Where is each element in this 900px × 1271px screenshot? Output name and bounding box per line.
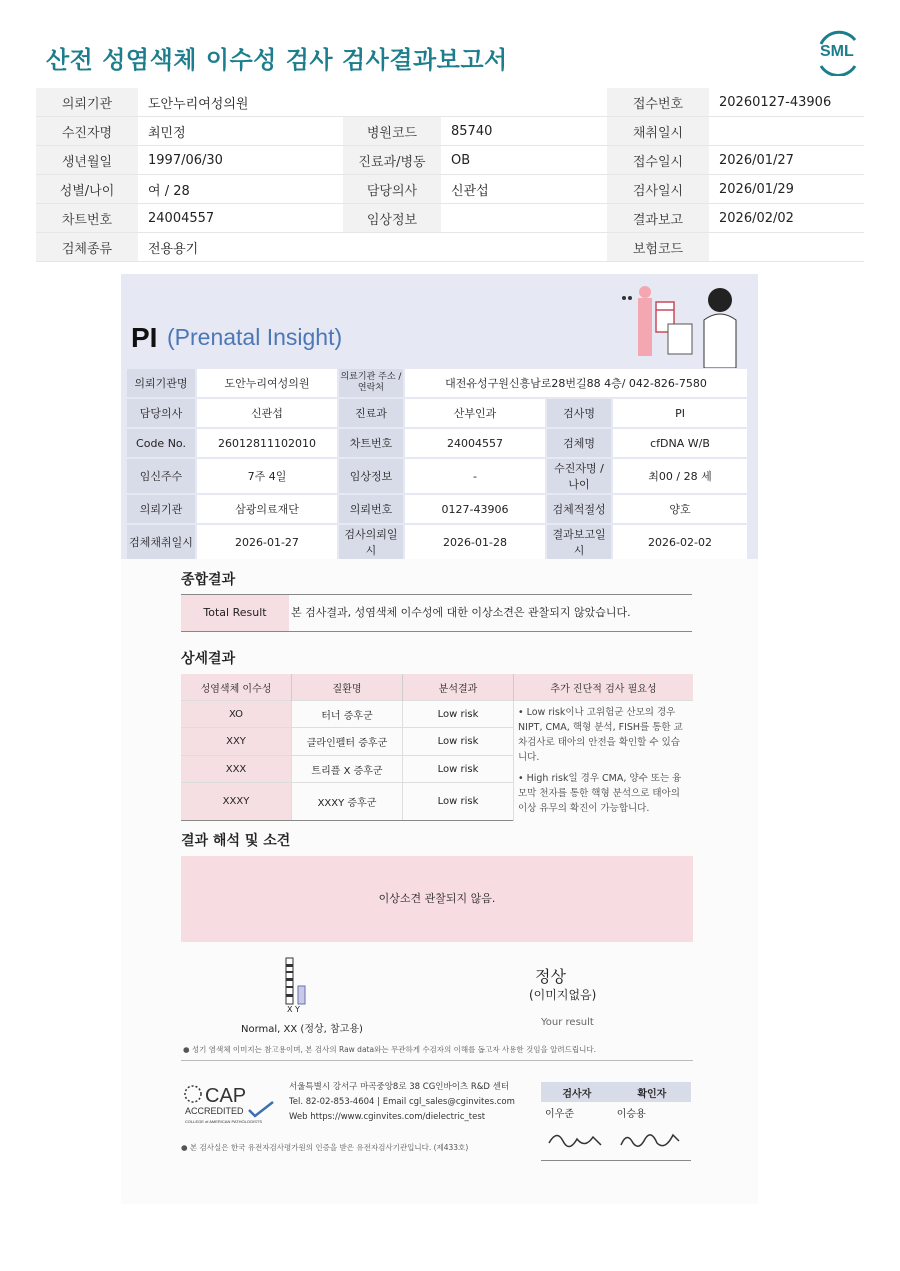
value-collect-date [709,117,864,146]
pi-label-reqdate: 검사의뢰일시 [339,525,403,559]
label-test-date: 검사일시 [607,175,709,204]
pi-value-adeq: 양호 [613,495,747,523]
request-info-table [36,88,864,262]
label-doctor: 담당의사 [343,175,441,204]
pi-label-patient: 수진자명 / 나이 [547,459,611,493]
detail-header: 성염색체 이수성 [181,674,292,701]
pi-value-collect: 2026-01-27 [197,525,337,559]
detail-disease: 트리플 X 증후군 [292,755,403,782]
pi-label-req: 의뢰기관 [127,495,195,523]
value-institution: 도안누리여성의원 [138,88,607,117]
total-result-value: 본 검사결과, 성염색체 이수성에 대한 이상소견은 관찰되지 않았습니다. [291,606,631,619]
detail-note-high: • High risk일 경우 CMA, 양수 또는 융모막 천자를 통한 핵형 분석으로 태아의 이상 유무의 확진이 가능합니다. [518,773,682,814]
pi-report-image [121,274,758,1204]
confirmer-signature [613,1122,691,1161]
pi-value-inst: 도안누리여성의원 [197,369,337,397]
detail-abnormality: XXX [181,755,292,782]
web-line: Web https://www.cginvites.com/dielectric_test [289,1112,486,1122]
pi-label-collect: 검체채취일시 [127,525,195,559]
pi-title: PI [131,322,158,353]
label-chart: 차트번호 [36,204,138,233]
image-disclaimer: ● 성기 염색체 이미지는 참고용이며, 본 검사의 Raw data와는 무관하게 수검자의 이해를 돕고자 사용한 것임을 알려드립니다. [183,1045,597,1054]
detail-result: Low risk [403,728,514,755]
detail-header: 추가 진단적 검사 필요성 [514,674,694,701]
pi-label-clin: 임상정보 [339,459,403,493]
detail-result: Low risk [403,783,514,820]
pi-label-repdate: 결과보고일시 [547,525,611,559]
result-word: 정상 [535,967,566,986]
value-report-date: 2026/02/02 [709,204,864,233]
detail-result: Low risk [403,755,514,782]
value-clinical [441,204,607,233]
label-receipt-no: 접수번호 [607,88,709,117]
no-image-label: (이미지없음) [529,988,597,1002]
contact-line: Tel. 82-02-853-4604 | Email cgl_sales@cginvites.com [289,1097,515,1107]
lab-illustration-icon [608,280,738,368]
interpretation-value: 이상소견 관찰되지 않음. [181,856,693,942]
pi-label-addr: 의료기관 주소 / 연락처 [339,369,403,397]
your-result-label: Your result [541,1017,594,1028]
report-title: 산전 성염색체 이수성 검사 검사결과보고서 [46,46,508,74]
tester-name: 이우준 [545,1108,574,1120]
tester-signature [541,1122,613,1161]
pi-label-code: Code No. [127,429,195,457]
detail-table [181,674,693,821]
value-patient: 최민정 [138,117,343,146]
pi-value-addr: 대전유성구원신흥남로28번길88 4층/ 042-826-7580 [405,369,747,397]
label-receipt-date: 접수일시 [607,146,709,175]
pi-label-specimen: 검체명 [547,429,611,457]
value-dept: OB [441,146,607,175]
detail-disease: 터너 증후군 [292,701,403,728]
pi-value-reqdate: 2026-01-28 [405,525,545,559]
address-line: 서울특별시 강서구 마곡중앙8로 38 CG인바이츠 R&D 센터 [289,1082,510,1092]
certification-footer: ● 본 검사실은 한국 유전자검사평가원의 인증을 받은 유전자검사기관입니다. (제433호) [181,1143,469,1152]
signature-icon [545,1125,605,1155]
cap-accredited-logo-icon [183,1080,281,1126]
detail-disease: 클라인펠터 증후군 [292,728,403,755]
pi-value-testname: PI [613,399,747,427]
detail-abnormality: XXXY [181,783,292,820]
pi-value-reqno: 0127-43906 [405,495,545,523]
label-specimen: 검체종류 [36,233,138,262]
detail-header: 질환명 [292,674,403,701]
detail-abnormality: XO [181,701,292,728]
pi-value-code: 26012811102010 [197,429,337,457]
pi-label-testname: 검사명 [547,399,611,427]
pi-label-doc: 담당의사 [127,399,195,427]
value-receipt-date: 2026/01/27 [709,146,864,175]
pi-label-chart: 차트번호 [339,429,403,457]
label-dept: 진료과/병동 [343,146,441,175]
pi-value-dept: 산부인과 [405,399,545,427]
total-result-box [181,594,692,632]
confirmer-header: 확인자 [613,1082,691,1102]
pi-label-inst: 의뢰기관명 [127,369,195,397]
value-hospital-code: 85740 [441,117,607,146]
pi-value-clin: - [405,459,545,493]
detail-heading: 상세결과 [181,651,236,667]
sml-logo-text: SML [820,43,854,60]
detail-abnormality: XXY [181,728,292,755]
value-sex-age: 여 / 28 [138,175,343,204]
divider [181,1060,693,1061]
value-insurance [709,233,864,262]
detail-header: 분석결과 [403,674,514,701]
interpretation-heading: 결과 해석 및 소견 [181,833,291,849]
value-test-date: 2026/01/29 [709,175,864,204]
label-sex-age: 성별/나이 [36,175,138,204]
confirmer-name: 이승용 [616,1108,646,1120]
label-clinical: 임상정보 [343,204,441,233]
pi-value-repdate: 2026-02-02 [613,525,747,559]
pi-value-req: 삼광의료재단 [197,495,337,523]
pi-value-patient: 최00 / 28 세 [613,459,747,493]
total-result-label: Total Result [181,595,289,631]
label-patient: 수진자명 [36,117,138,146]
lab-address [289,1080,515,1125]
detail-note [514,701,694,821]
pi-info-table [125,367,749,561]
value-birth: 1997/06/30 [138,146,343,175]
pi-value-ga: 7주 4일 [197,459,337,493]
pi-label-ga: 임신주수 [127,459,195,493]
cap-college-text: COLLEGE of AMERICAN PATHOLOGISTS [185,1119,262,1124]
pi-subtitle: (Prenatal Insight) [167,324,343,350]
normal-reference-label: Normal, XX (정상, 참고용) [241,1024,363,1035]
pi-label-adeq: 검체적절성 [547,495,611,523]
label-hospital-code: 병원코드 [343,117,441,146]
label-collect-date: 채취일시 [607,117,709,146]
label-insurance: 보험코드 [607,233,709,262]
signature-icon [617,1125,683,1155]
label-report-date: 결과보고 [607,204,709,233]
pi-value-doc: 신관섭 [197,399,337,427]
detail-result: Low risk [403,701,514,728]
tester-header: 검사자 [541,1082,613,1102]
signature-table [541,1082,691,1161]
value-doctor: 신관섭 [441,175,607,204]
pi-banner [121,274,758,559]
karyotype-xy-label: X Y [287,1005,300,1014]
label-birth: 생년월일 [36,146,138,175]
detail-note-low: • Low risk이나 고위험군 산모의 경우 NIPT, CMA, 핵형 분석, FISH를 통한 교차검사로 태아의 안전을 확인할 수 있습니다. [518,707,683,763]
value-specimen: 전용용기 [138,233,607,262]
label-institution: 의뢰기관 [36,88,138,117]
pi-value-chart: 24004557 [405,429,545,457]
pi-label-reqno: 의뢰번호 [339,495,403,523]
pi-label-dept: 진료과 [339,399,403,427]
summary-heading: 종합결과 [181,572,236,588]
table-row [181,701,693,728]
pi-value-specimen: cfDNA W/B [613,429,747,457]
value-chart: 24004557 [138,204,343,233]
value-receipt-no: 20260127-43906 [709,88,864,117]
cap-text: CAP [205,1085,247,1107]
cap-accredited-text: ACCREDITED [185,1106,244,1116]
detail-disease: XXXY 증후군 [292,783,403,820]
